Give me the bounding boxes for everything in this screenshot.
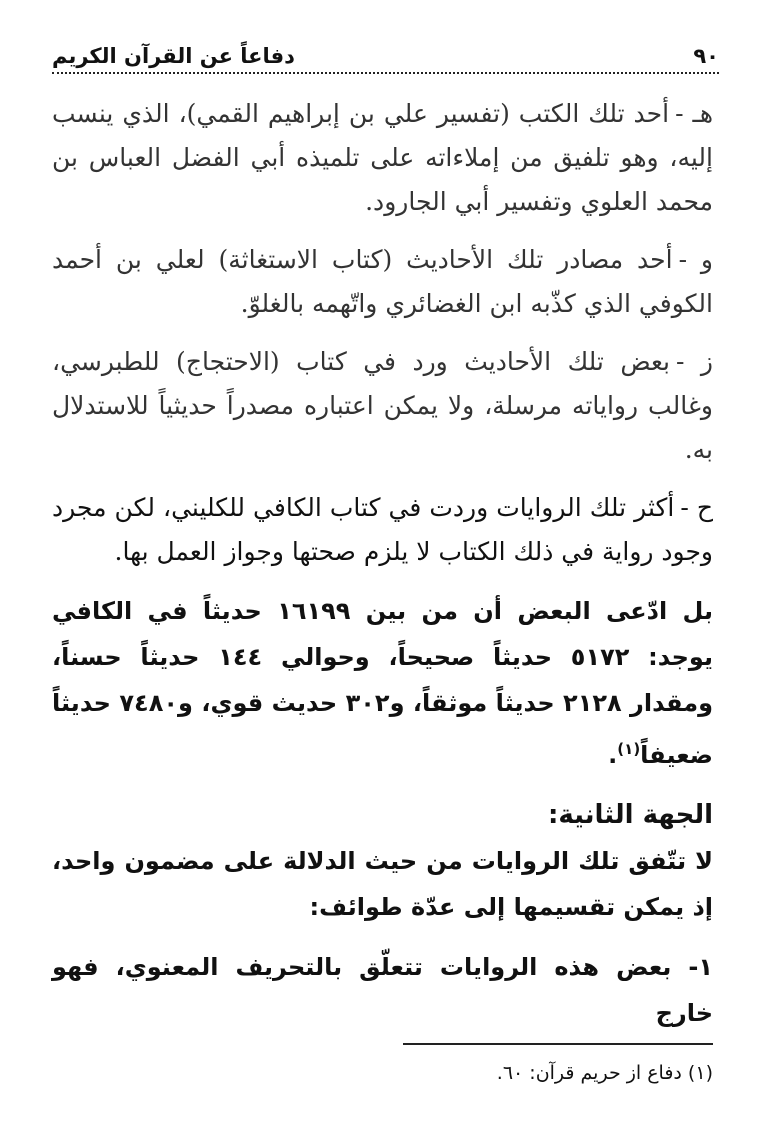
paragraph-zay [52,340,713,472]
stats-text: بل ادّعى البعض أن من بين ١٦١٩٩ حديثاً في الكافي يوجد: ٥١٧٢ حديثاً صحيحاً، وحوالي ١٤٤ حديثاً حسناً، ومقدار ٢١٢٨ حديثاً موثقاً، و٣٠٢ حديث قوي، و٧٤٨٠ حديثاً ضعيفاً [52,597,714,769]
page-number: ٩٠ [693,44,719,68]
running-title: دفاعاً عن القرآن الكريم [52,44,295,68]
paragraph-text: أحد تلك الكتب (تفسير علي بن إبراهيم القمي)، الذي ينسب إليه، وهو تلفيق من إملاءاته على تلميذه أبي الفضل العباس بن محمد العلوي وتفسير أبي الجارود. [52,99,713,216]
item-letter: هـ - [675,99,713,128]
item-letter: ز - [676,347,713,376]
footnote-divider [403,1043,713,1045]
paragraph-text: أحد مصادر تلك الأحاديث (كتاب الاستغاثة) لعلي بن أحمد الكوفي الذي كذّبه ابن الغضائري واتّهمه بالغلوّ. [52,245,713,318]
item-letter: ح - [680,493,713,522]
item-letter: و - [678,245,713,274]
list-item-1: ١- بعض هذه الروايات تتعلّق بالتحريف المعنوي، فهو خارج [52,953,713,1027]
paragraph-waw [52,238,713,326]
stats-paragraph [52,588,713,778]
paragraph-text: بعض تلك الأحاديث ورد في كتاب (الاحتجاج) للطبرسي، وغالب رواياته مرسلة، ولا يمكن اعتباره مصدراً حديثياً للاستدلال به. [52,347,713,464]
stats-end: . [608,741,618,769]
footnote: (١) دفاع از حريم قرآن: ٦٠. [496,1062,713,1084]
footnote-ref: (١) [617,740,641,758]
paragraph-ha [52,486,713,574]
running-header [52,28,719,74]
section-heading: الجهة الثانية: [548,800,713,830]
paragraph-he [52,92,713,224]
section-paragraph: لا تتّفق تلك الروايات من حيث الدلالة على مضمون واحد، إذ يمكن تقسيمها إلى عدّة طوائف: [52,847,713,921]
page-body [52,92,713,1050]
paragraph-text: أكثر تلك الروايات وردت في كتاب الكافي للكليني، لكن مجرد وجود رواية في ذلك الكتاب لا يلزم صحتها وجواز العمل بها. [52,493,713,566]
